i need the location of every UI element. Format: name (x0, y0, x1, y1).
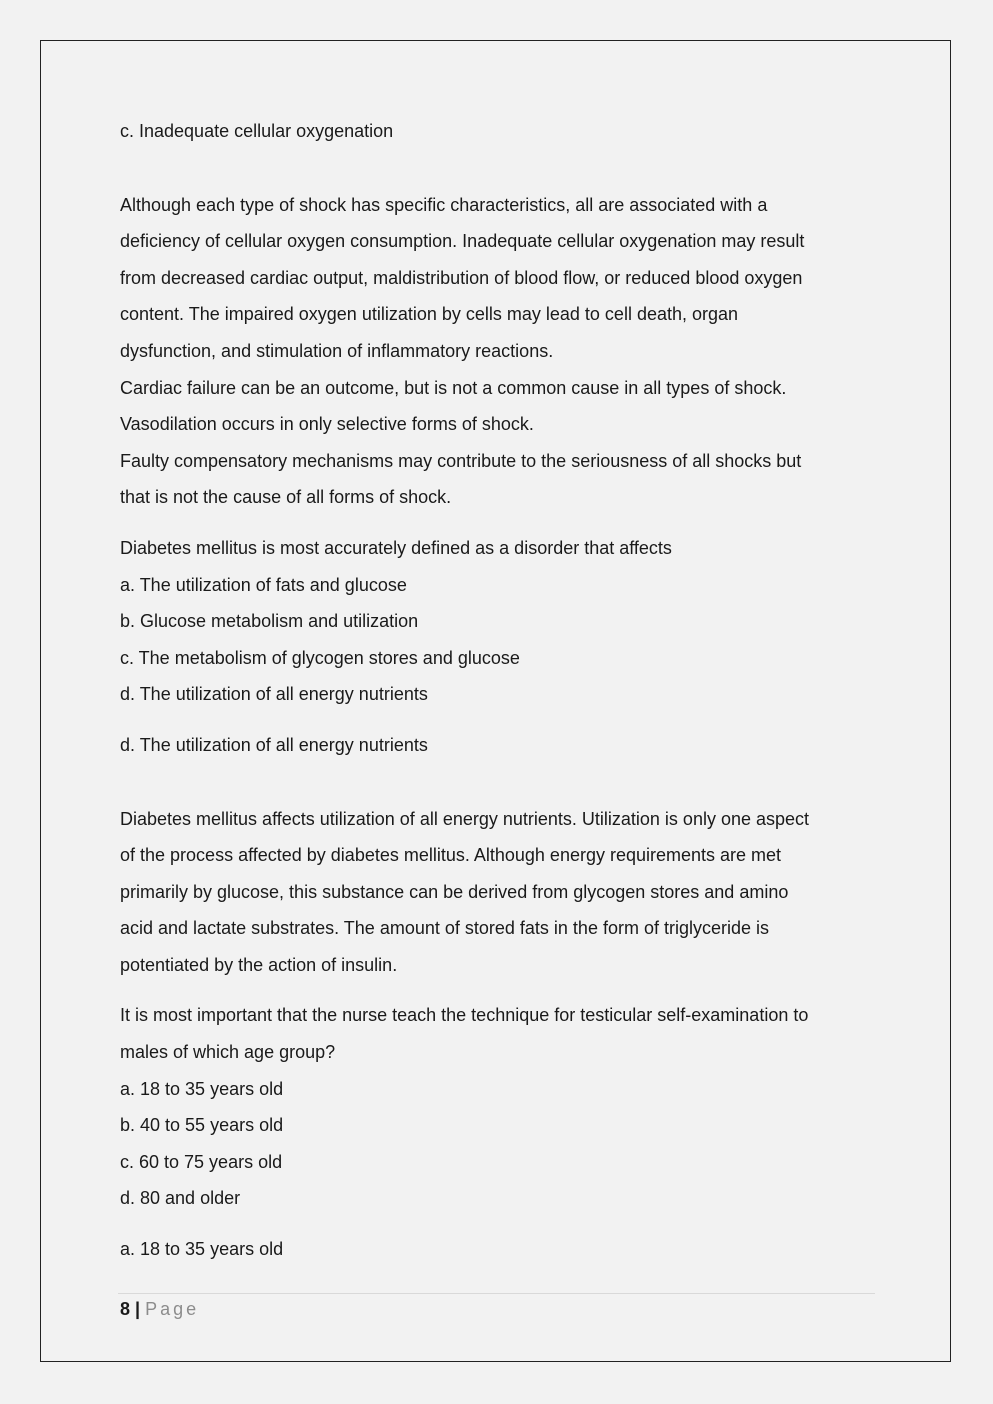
text-line: Although each type of shock has specific characteristics, all are associated with a (120, 194, 768, 215)
text-line: Cardiac failure can be an outcome, but is not a common cause in all types of shock. (120, 377, 787, 398)
footer-separator: | (135, 1299, 141, 1319)
text-line: dysfunction, and stimulation of inflammatory reactions. (120, 340, 554, 361)
text-line: potentiated by the action of insulin. (120, 954, 398, 975)
text-line: c. Inadequate cellular oxygenation (120, 121, 394, 141)
paragraph-gap (120, 983, 880, 997)
text-line: primarily by glucose, this substance can be derived from glycogen stores and amino (120, 881, 789, 902)
text-line: deficiency of cellular oxygen consumption. Inadequate cellular oxygenation may result (120, 231, 805, 252)
text-line: c. 60 to 75 years old (120, 1151, 283, 1172)
text-line: of the process affected by diabetes mellitus. Although energy requirements are met (120, 845, 782, 866)
text-line: a. 18 to 35 years old (120, 1078, 284, 1099)
text-line: It is most important that the nurse teach the technique for testicular self-examination to (120, 1005, 809, 1026)
text-line: Diabetes mellitus affects utilization of all energy nutrients. Utilization is only one aspect (120, 808, 810, 829)
text-line: a. 18 to 35 years old (120, 1239, 284, 1260)
text-line: a. The utilization of fats and glucose (120, 574, 407, 595)
text-line: d. The utilization of all energy nutrients (120, 684, 428, 705)
paragraph-gap (120, 1217, 880, 1231)
text-line: that is not the cause of all forms of shock. (120, 487, 452, 508)
paragraph-gap (120, 516, 880, 530)
text-line: Diabetes mellitus is most accurately defined as a disorder that affects (120, 537, 672, 558)
page-footer (118, 1293, 875, 1319)
text-line: content. The impaired oxygen utilization by cells may lead to cell death, organ (120, 304, 739, 325)
page-word: Page (145, 1299, 200, 1319)
text-line: d. 80 and older (120, 1188, 241, 1209)
text-line: b. Glucose metabolism and utilization (120, 611, 419, 632)
text-line: males of which age group? (120, 1042, 336, 1063)
text-line: d. The utilization of all energy nutrients (120, 734, 428, 755)
text-line: Faulty compensatory mechanisms may contribute to the seriousness of all shocks but (120, 450, 802, 471)
paragraph-gap (120, 764, 880, 801)
text-line: c. The metabolism of glycogen stores and glucose (120, 647, 520, 668)
paragraph-gap (120, 713, 880, 727)
text-line: Vasodilation occurs in only selective forms of shock. (120, 414, 534, 435)
document-body (120, 113, 880, 1268)
text-line: b. 40 to 55 years old (120, 1115, 284, 1136)
text-line: acid and lactate substrates. The amount of stored fats in the form of triglyceride is (120, 918, 769, 939)
page-number: 8 (120, 1299, 131, 1319)
page-number-label (120, 1298, 199, 1320)
paragraph-gap (120, 150, 880, 187)
text-line: from decreased cardiac output, maldistribution of blood flow, or reduced blood oxygen (120, 267, 803, 288)
